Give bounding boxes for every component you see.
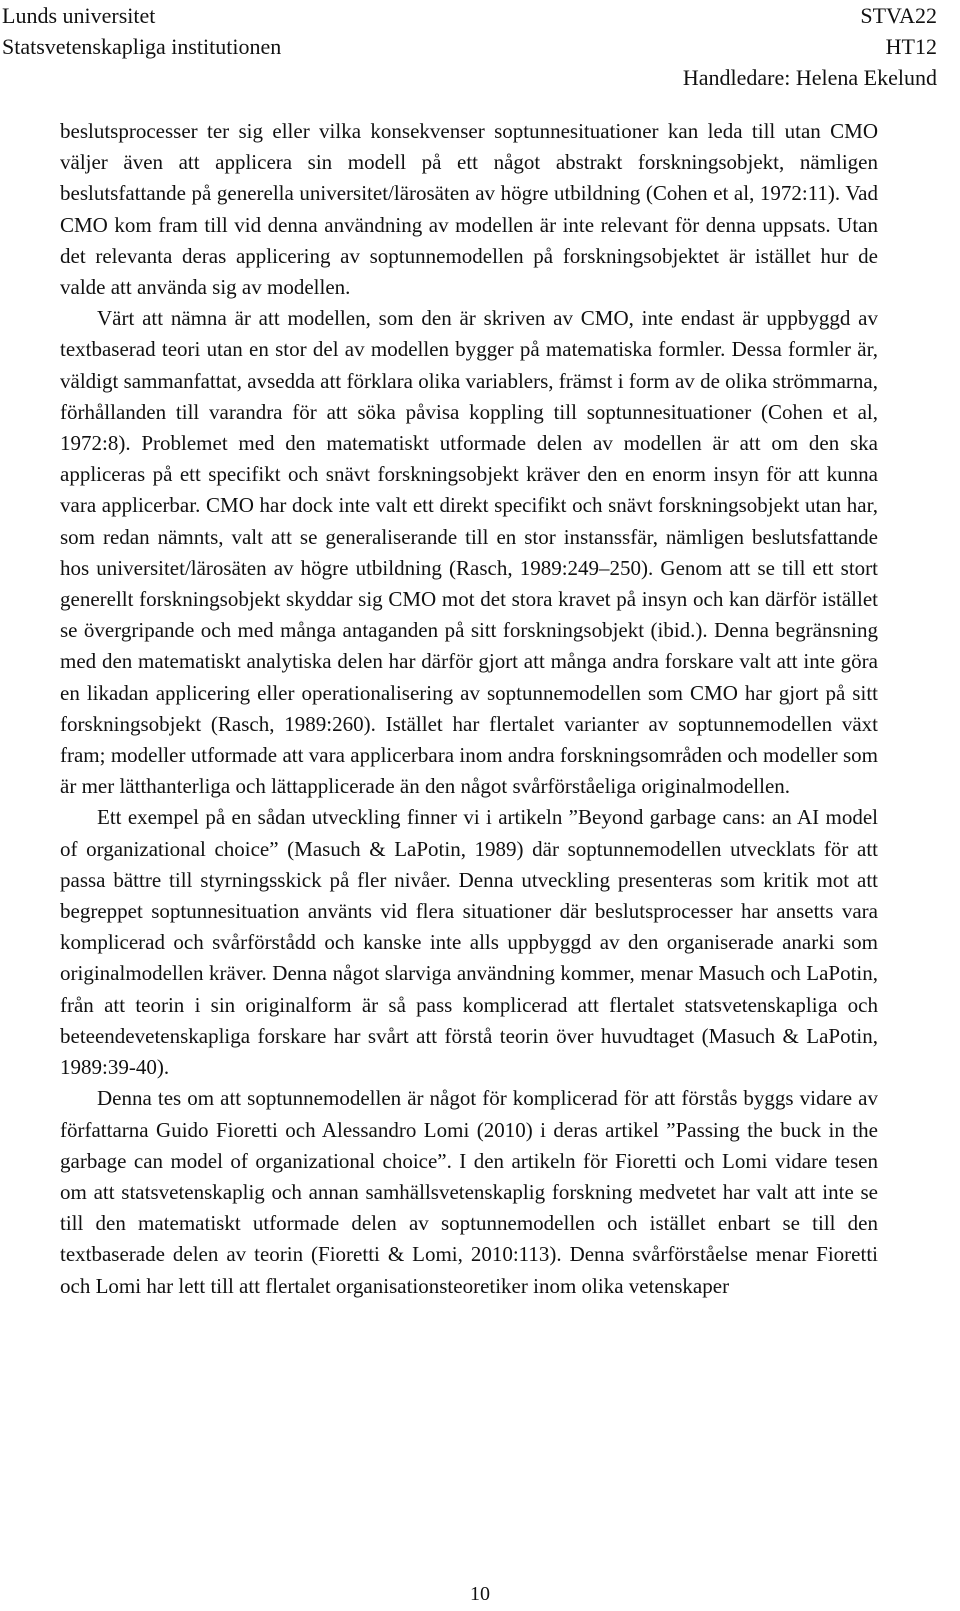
- supervisor-label: Handledare: Helena Ekelund: [682, 65, 937, 90]
- paragraph-mathematical-model: Värt att nämna är att modellen, som den är skriven av CMO, inte endast är uppbyggd av textbaserad teori utan en stor del av modellen bygger på matematiska formler. Dessa formler är, väldigt sammanfattat, avsedda att förklara olika variablers, främst i form av de olika strömmarna, förhållanden till varandra för att söka påvisa koppling till soptunnesituationer (Cohen et al, 1972:8). Problemet med den matematiskt utformade delen av modellen är att om den ska appliceras på ett specifikt och snävt forskningsobjekt kräver den en enorm insyn för att kunna vara applicerbar. CMO har dock inte valt ett direkt specifikt och snävt forskningsobjekt utan har, som redan nämnts, valt att se generaliserande till en stor instanssfär, nämligen beslutsfattande hos universitet/lärosäten av högre utbildning (Rasch, 1989:249–250). Genom att se till ett stort generellt forskningsobjekt skyddar sig CMO mot det stora kravet på insyn och kan därför istället se övergripande och med många antaganden på sitt forskningsobjekt (ibid.). Denna begränsning med den matematiskt analytiska delen har därför gjort att många andra forskare valt att inte göra en likadan applicering eller operationalisering av soptunnemodellen som CMO har gjort på sitt forskningsobjekt (Rasch, 1989:260). Istället har flertalet varianter av soptunnemodellen växt fram; modeller utformade att vara applicerbara inom andra forskningsområden och modeller som är mer lätthanterliga och lättapplicerade än den något svårförståeliga originalmodellen.: [60, 306, 878, 799]
- header-left: [2, 0, 281, 62]
- document-body: [60, 116, 878, 1302]
- term-label: HT12: [885, 34, 937, 59]
- page-header: [0, 0, 960, 100]
- paragraph-continuation: beslutsprocesser ter sig eller vilka konsekvenser soptunnesituationer kan leda till utan CMO väljer även att applicera sin modell på ett något abstrakt forskningsobjekt, nämligen beslutsfattande på generella universitet/lärosäten av högre utbildning (Cohen et al, 1972:11). Vad CMO kom fram till vid denna användning av modellen är inte relevant för denna uppsats. Utan det relevanta deras applicering av soptunnemodellen på forskningsobjektet är istället hur de valde att använda sig av modellen.: [60, 119, 878, 300]
- department-name: Statsvetenskapliga institutionen: [2, 34, 282, 59]
- paragraph-masuch-lapotin: Ett exempel på en sådan utveckling finner vi i artikeln ”Beyond garbage cans: an AI model of organizational choice” (Masuch & LaPotin, 1989) där soptunnemodellen utvecklats för att passa bättre till styrningsskick på fler nivåer. Denna utveckling presenteras som kritik mot att begreppet soptunnesituation använts vid flera situationer där beslutsprocesser har ansetts vara komplicerad och svårförstådd och kanske inte alls uppbyggd av den organiserade anarki som originalmodellen kräver. Denna något slarviga användning kommer, menar Masuch och LaPotin, från att teorin i sin originalform är så pass komplicerad att flertalet statsvetenskapliga och beteendevetenskapliga forskare har svårt att förstå teorin över huvudtaget (Masuch & LaPotin, 1989:39-40).: [60, 805, 878, 1080]
- paragraph-fioretti-lomi: Denna tes om att soptunnemodellen är något för komplicerad för att förstås byggs vidare av författarna Guido Fioretti och Alessandro Lomi (2010) i deras artikel ”Passing the buck in the garbage can model of organizational choice”. I den artikeln för Fioretti och Lomi vidare tesen om att statsvetenskaplig och annan samhällsvetenskaplig forskning medvetet har valt att inte se till den matematiskt utformade delen av soptunnemodellen och istället enbart se till den textbaserade delen av teorin (Fioretti & Lomi, 2010:113). Denna svårförståelse menar Fioretti och Lomi har lett till att flertalet organisationsteoretiker inom olika vetenskaper: [60, 1086, 878, 1298]
- page-number: 10: [470, 1583, 490, 1605]
- university-name: Lunds universitet: [2, 3, 156, 28]
- header-right: [683, 0, 937, 93]
- course-code: STVA22: [860, 3, 937, 28]
